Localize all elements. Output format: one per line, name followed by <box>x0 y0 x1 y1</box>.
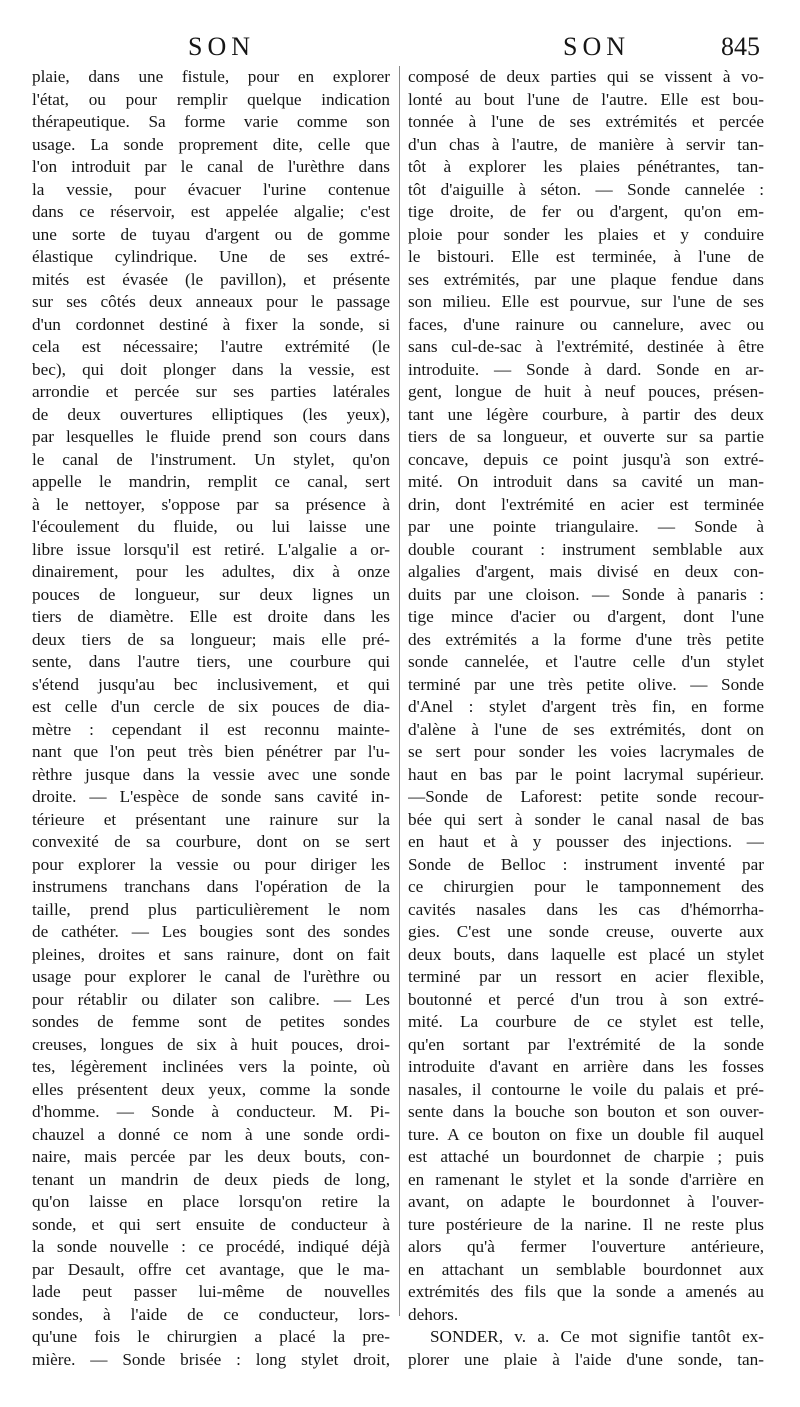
text-line: creuses, longues de six à huit pouces, droi- <box>32 1034 390 1054</box>
text-line: elles présentent deux yeux, comme la sonde <box>32 1079 390 1099</box>
text-line: bée qui sert à sonder le canal nasal de bas <box>408 809 764 829</box>
text-line: thérapeutique. Sa forme varie comme son <box>32 112 390 131</box>
text-line: l'état, ou pour remplir quelque indication <box>32 89 390 109</box>
text-line: concave, depuis ce point jusqu'à son extré- <box>408 449 764 469</box>
text-line: par Desault, offre cet avantage, que le ma- <box>32 1259 390 1279</box>
text-line: sondes de femme sont de petites sondes <box>32 1012 390 1031</box>
text-line: le bistouri. Elle est terminée, à l'une de <box>408 247 764 266</box>
text-line: par lesquelles le fluide prend son cours dans <box>32 427 390 446</box>
text-line: sente, dans l'autre tiers, une courbure qui <box>32 652 390 671</box>
text-line: mité. On introduit dans sa cavité un man- <box>408 472 764 491</box>
text-line: mètre : cependant il est reconnu mainte- <box>32 719 390 739</box>
text-line: —Sonde de Laforest: petite sonde recour- <box>408 787 764 806</box>
text-line: élastique cylindrique. Une de ses extré- <box>32 247 390 266</box>
text-line: cela est nécessaire; l'autre extrémité (le <box>32 337 390 356</box>
text-line: faces, d'une rainure ou cannelure, avec ou <box>408 314 764 334</box>
text-line: pour rétablir ou dilater son calibre. — Les <box>32 989 390 1009</box>
text-line: appelle le mandrin, remplit ce canal, sert <box>32 472 390 491</box>
text-line: qu'une fois le chirurgien a placé la pre- <box>32 1327 390 1346</box>
text-line: nant que l'on peut très bien pénétrer par l'u- <box>32 742 390 761</box>
text-line: SONDER, v. a. Ce mot signifie tantôt ex- <box>430 1327 764 1346</box>
text-line: en haut et à y pousser des injections. — <box>408 832 764 851</box>
text-line: haut en bas par le point lacrymal supérieur. <box>408 764 764 784</box>
text-line: taille, prend plus particulièrement le nom <box>32 899 390 919</box>
text-line: sondes, à l'aide de ce conducteur, lors- <box>32 1304 390 1324</box>
text-line: mités est évasée (le pavillon), et présente <box>32 269 390 289</box>
text-line: une sorte de tuyau d'argent ou de gomme <box>32 224 390 244</box>
left-column <box>32 66 390 1371</box>
text-line: naire, mais percée par les deux bouts, con- <box>32 1147 390 1166</box>
text-line: s'étend jusqu'au bec inclusivement, et qui <box>32 674 390 694</box>
text-line: ploie pour sonder les plaies et y conduire <box>408 224 764 244</box>
text-line: usage. La sonde proprement dite, celle que <box>32 134 390 154</box>
text-line: d'un cordonnet destiné à fixer la sonde, si <box>32 314 390 334</box>
text-line: l'écoulement du fluide, ou lui laisse une <box>32 517 390 536</box>
text-line: sonde, et qui sert ensuite de conducteur à <box>32 1214 390 1234</box>
text-line: mité. La courbure de ce stylet est telle, <box>408 1012 764 1031</box>
text-line: ture. A ce bouton on fixe un double fil auquel <box>408 1124 764 1144</box>
text-line: se sert pour sonder les voies lacrymales de <box>408 742 764 761</box>
running-head-right: SON <box>563 32 631 61</box>
text-line: sonde cannelée, et l'autre celle d'un stylet <box>408 652 764 671</box>
text-line: drin, dont l'extrémité en acier est terminée <box>408 494 764 514</box>
text-line: tant une légère courbure, à partir des deux <box>408 404 764 424</box>
text-line: introduite. — Sonde à dard. Sonde en ar- <box>408 359 764 379</box>
text-line: d'alène à l'une de ses extrémités, dont on <box>408 719 764 739</box>
text-line: tes, légèrement inclinées vers la pointe, où <box>32 1057 390 1076</box>
text-line: en ramenant le stylet et la sonde d'arrière en <box>408 1169 764 1189</box>
text-line: mière. — Sonde brisée : long stylet droit, <box>32 1349 390 1369</box>
text-line: pleines, droites et sans rainure, dont on fait <box>32 944 390 964</box>
text-line: des extrémités a la forme d'une très petite <box>408 629 764 649</box>
text-line: alors qu'à fermer l'ouverture antérieure, <box>408 1237 764 1256</box>
text-line: terminé par une très petite olive. — Sonde <box>408 674 764 694</box>
text-line: algalies d'argent, mais divisé en deux con- <box>408 562 764 581</box>
text-line: la sonde nouvelle : ce procédé, indiqué déjà <box>32 1237 390 1256</box>
text-line: tiers de sa longueur, et ouverte sur sa partie <box>408 427 764 446</box>
text-line: double courant : instrument semblable aux <box>408 539 764 559</box>
text-line: dehors. <box>408 1304 459 1324</box>
text-line: sente dans la bouche son bouton et son ouver- <box>408 1102 764 1121</box>
text-line: tenant un mandrin de deux pieds de long, <box>32 1169 390 1189</box>
text-line: lonté au bout l'une de l'autre. Elle est bou- <box>408 89 764 109</box>
text-line: avant, on adapte le bourdonnet à l'ouver- <box>408 1192 764 1211</box>
text-line: usage pour explorer le canal de l'urèthre ou <box>32 967 390 986</box>
running-head-left: SON <box>188 32 256 61</box>
text-line: instrumens tranchans dans l'opération de la <box>32 877 390 896</box>
text-line: d'homme. — Sonde à conducteur. M. Pi- <box>32 1102 390 1121</box>
text-line: son milieu. Elle est pourvue, sur l'une de ses <box>408 292 764 311</box>
text-line: Sonde de Belloc : instrument inventé par <box>408 854 764 874</box>
text-line: plorer une plaie à l'aide d'une sonde, tan- <box>408 1349 764 1369</box>
text-line: qu'on laisse en place lorsqu'on retire la <box>32 1192 390 1211</box>
text-line: composé de deux parties qui se vissent à vo- <box>408 67 764 86</box>
text-line: droite. — L'espèce de sonde sans cavité in- <box>32 787 390 806</box>
text-line: le canal de l'instrument. Un stylet, qu'on <box>32 449 390 469</box>
text-line: pour explorer la vessie ou pour diriger les <box>32 854 390 874</box>
page-number: 845 <box>721 32 760 61</box>
text-line: qu'en sortant par l'extrémité de la sonde <box>408 1034 764 1054</box>
text-line: ses extrémités, par une plaque fendue dans <box>408 269 764 289</box>
text-line: tiers de diamètre. Elle est droite dans les <box>32 607 390 626</box>
text-line: duits par une cloison. — Sonde à panaris : <box>408 584 764 604</box>
text-line: tige droite, de fer ou d'argent, qu'on em- <box>408 202 764 221</box>
text-line: térieure et présentant une rainure sur la <box>32 809 390 829</box>
text-line: rèthre jusque dans la vessie avec une sonde <box>32 764 390 784</box>
text-line: libre issue lorsqu'il est retiré. L'algalie a or- <box>32 539 390 559</box>
text-line: tôt à explorer les plaies pénétrantes, tan- <box>408 157 764 176</box>
text-line: tonnée à l'une de ses extrémités et percée <box>408 112 764 131</box>
text-line: terminé par un ressort en acier flexible, <box>408 967 764 986</box>
text-line: par une pointe triangulaire. — Sonde à <box>408 517 764 536</box>
column-divider <box>399 66 400 1316</box>
text-line: tige mince d'acier ou d'argent, dont l'une <box>408 607 764 626</box>
text-line: boutonné et percé d'un trou à son extré- <box>408 989 764 1009</box>
text-line: arrondie et percée sur ses parties latérales <box>32 382 390 401</box>
text-line: ce chirurgien pour le tamponnement des <box>408 877 764 896</box>
text-line: dinairement, pour les adultes, dix à onze <box>32 562 390 581</box>
text-line: la vessie, pour évacuer l'urine contenue <box>32 179 390 199</box>
text-line: à le nettoyer, s'oppose par sa présence à <box>32 494 390 514</box>
text-line: pouces de longueur, sur deux lignes un <box>32 584 390 604</box>
text-line: ture postérieure de la narine. Il ne reste plus <box>408 1214 764 1234</box>
text-line: est celle d'un cercle de six pouces de dia- <box>32 697 390 716</box>
text-line: dans ce réservoir, est appelée algalie; c'est <box>32 202 390 221</box>
text-line: bec), qui doit plonger dans la vessie, est <box>32 359 390 379</box>
text-line: deux tiers de sa longueur; mais elle pré- <box>32 629 390 649</box>
text-line: introduite d'avant en arrière dans les fosses <box>408 1057 764 1076</box>
text-line: d'Anel : stylet d'argent très fin, en forme <box>408 697 764 716</box>
text-line: est attaché un bourdonnet de charpie ; puis <box>408 1147 764 1166</box>
text-line: tôt d'aiguille à séton. — Sonde cannelée : <box>408 179 764 199</box>
text-line: en attachant un semblable bourdonnet aux <box>408 1259 764 1279</box>
text-line: d'un chas à l'autre, de manière à servir tan- <box>408 134 764 154</box>
text-line: convexité de sa courbure, dont on se sert <box>32 832 390 851</box>
text-line: lade peut passer lui-même de nouvelles <box>32 1282 390 1301</box>
text-line: gent, longue de huit à neuf pouces, présen- <box>408 382 764 401</box>
text-line: sur ses côtés deux anneaux pour le passage <box>32 292 390 311</box>
text-line: de deux ouvertures elliptiques (les yeux), <box>32 404 390 424</box>
text-line: chauzel a donné ce nom à une sonde ordi- <box>32 1124 390 1144</box>
text-line: sans cul-de-sac à l'extrémité, destinée à être <box>408 337 764 356</box>
text-line: nasales, il contourne le voile du palais et pré- <box>408 1079 764 1099</box>
text-line: de cathéter. — Les bougies sont des sondes <box>32 922 390 941</box>
text-line: cavités nasales dans les cas d'hémorrha- <box>408 899 764 919</box>
text-line: extrémités des fils que la sonde a amenés au <box>408 1282 764 1301</box>
text-line: deux bouts, dans laquelle est placé un stylet <box>408 944 764 964</box>
text-line: l'on introduit par le canal de l'urèthre dans <box>32 157 390 176</box>
text-line: plaie, dans une fistule, pour en explorer <box>32 67 390 86</box>
text-line: gies. C'est une sonde creuse, ouverte aux <box>408 922 764 941</box>
right-column <box>408 66 764 1371</box>
